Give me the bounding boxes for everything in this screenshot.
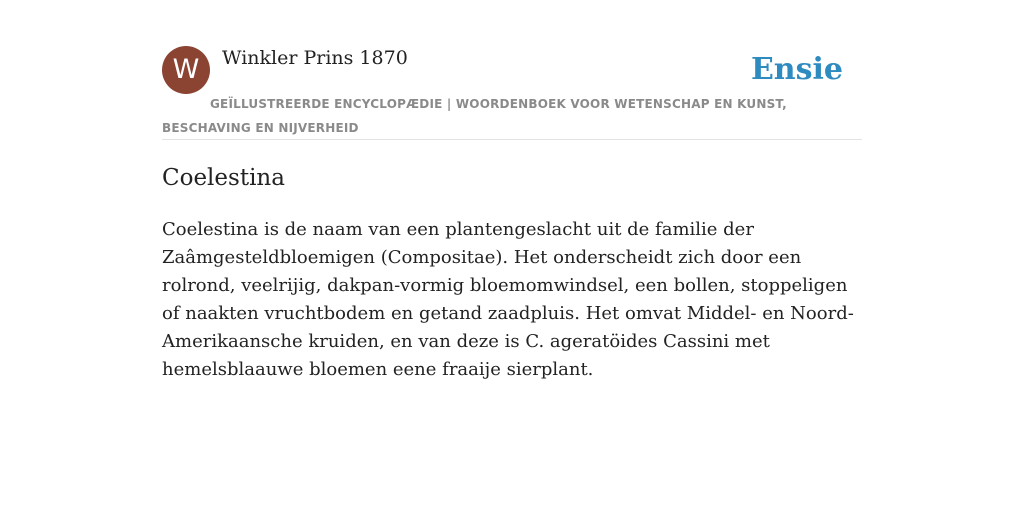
header-divider [162, 139, 862, 140]
source-avatar[interactable]: W [162, 46, 210, 94]
source-title-link[interactable]: Winkler Prins 1870 [222, 47, 408, 69]
source-subtitle: GEÏLLUSTREERDE ENCYCLOPÆDIE | WOORDENBOEK VOOR WETENSCHAP EN KUNST, BESCHAVING EN NIJVERHEID [162, 97, 787, 135]
entry-body: Coelestina is de naam van een plantengeslacht uit de familie der Zaâmgesteldbloemigen (Compositae). Het onderscheidt zich door een rolrond, veelrijig, dakpan-vormig bloemomwindsel, een bollen, stoppeligen of naakten vruchtbodem en getand zaadpluis. Het omvat Middel- en Noord-Amerikaansche kruiden, en van deze is C. ageratöides Cassini met hemelsblaauwe bloemen eene fraaije sierplant. [162, 219, 854, 380]
ensie-logo[interactable]: Ensie [750, 52, 843, 87]
entry-title: Coelestina [162, 165, 285, 191]
